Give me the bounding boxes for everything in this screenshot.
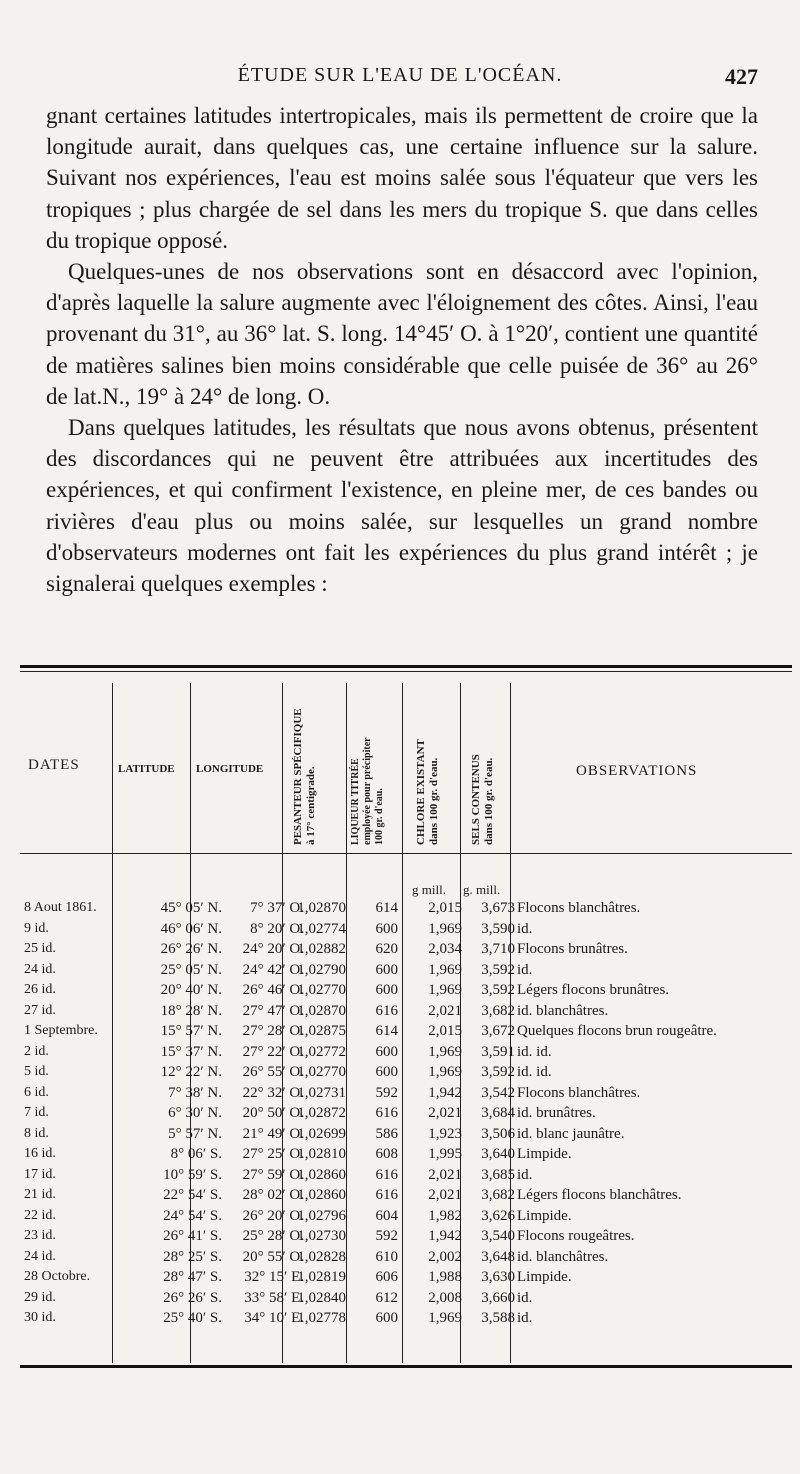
cell-obs: id. [517, 920, 533, 937]
cell-lon: 34° 10′ E. [244, 1310, 304, 1326]
cell-sel: 3,660 [481, 1289, 515, 1306]
cell-obs: id. brunâtres. [517, 1105, 596, 1121]
cell-liq: 600 [375, 961, 398, 978]
cell-date: 26 id. [24, 982, 56, 997]
header-salts: SELS CONTENUS dans 100 gr. d'eau. [470, 754, 495, 845]
cell-chl: 1,969 [428, 1064, 462, 1080]
cell-lat: 18° 28′ N. [160, 1002, 222, 1019]
cell-liq: 592 [375, 1084, 398, 1101]
cell-chl: 1,969 [428, 920, 462, 937]
cell-lon: 7° 37′ O. [250, 900, 304, 916]
cell-lon: 26° 55′ O. [242, 1064, 304, 1080]
cell-liq: 600 [375, 920, 398, 937]
cell-liq: 606 [375, 1269, 398, 1285]
header-latitude: LATITUDE [118, 763, 175, 775]
cell-date: 9 id. [24, 920, 49, 936]
cell-liq: 612 [375, 1289, 398, 1306]
table-row [20, 1144, 792, 1165]
cell-den: 1,02875 [297, 1023, 346, 1039]
cell-sel: 3,682 [481, 1187, 515, 1203]
cell-sel: 3,648 [481, 1248, 515, 1265]
cell-den: 1,02770 [297, 1064, 346, 1080]
cell-lat: 10° 59′ S. [163, 1166, 222, 1183]
cell-obs: Flocons blanchâtres. [517, 1084, 641, 1101]
cell-sel: 3,542 [481, 1084, 515, 1101]
cell-lon: 27° 47′ O. [242, 1002, 304, 1019]
cell-sel: 3,592 [481, 982, 515, 998]
cell-obs: Légers flocons blanchâtres. [517, 1187, 682, 1203]
cell-den: 1,02872 [297, 1105, 346, 1121]
cell-den: 1,02770 [297, 982, 346, 998]
cell-chl: 1,923 [428, 1125, 462, 1142]
cell-lat: 15° 37′ N. [160, 1043, 222, 1060]
cell-chl: 1,942 [428, 1228, 462, 1244]
cell-lat: 26° 26′ S. [163, 1289, 222, 1306]
cell-lon: 27° 25′ O. [242, 1146, 304, 1162]
cell-lat: 7° 38′ N. [168, 1084, 222, 1101]
table-row [20, 1103, 792, 1124]
cell-date: 24 id. [24, 1248, 56, 1264]
cell-lat: 26° 41′ S. [163, 1228, 222, 1244]
units-chlorine: g mill. [412, 882, 446, 897]
cell-date: 8 Aout 1861. [24, 900, 97, 915]
table-row [20, 1267, 792, 1288]
cell-chl: 2,034 [428, 941, 462, 957]
cell-lon: 27° 59′ O. [242, 1166, 304, 1183]
cell-lat: 45° 05′ N. [160, 900, 222, 916]
cell-lon: 8° 20′ O. [250, 920, 304, 937]
cell-chl: 1,969 [428, 961, 462, 978]
cell-date: 1 Septembre. [24, 1023, 98, 1038]
table-row [20, 1001, 792, 1022]
cell-sel: 3,592 [481, 961, 515, 978]
cell-sel: 3,640 [481, 1146, 515, 1162]
cell-obs: Légers flocons brunâtres. [517, 982, 670, 998]
table-row [20, 1165, 792, 1186]
cell-date: 29 id. [24, 1289, 56, 1305]
cell-liq: 592 [375, 1228, 398, 1244]
table-row [20, 1247, 792, 1268]
cell-chl: 1,969 [428, 1310, 462, 1326]
header-density: PESANTEUR SPÉCIFIQUE à 17° centigrade. [292, 708, 317, 845]
cell-date: 23 id. [24, 1228, 56, 1243]
cell-den: 1,02810 [297, 1146, 346, 1162]
cell-obs: Limpide. [517, 1269, 572, 1285]
cell-lon: 32° 15′ E. [244, 1269, 304, 1285]
cell-liq: 604 [375, 1207, 398, 1224]
cell-liq: 600 [375, 982, 398, 998]
table-row [20, 1308, 792, 1329]
cell-date: 17 id. [24, 1166, 56, 1182]
table-row [20, 919, 792, 940]
cell-lon: 27° 22′ O. [242, 1043, 304, 1060]
cell-obs: id. [517, 1289, 533, 1306]
cell-lat: 24° 54′ S. [163, 1207, 222, 1224]
cell-den: 1,02870 [297, 1002, 346, 1019]
body-text [46, 100, 758, 599]
cell-den: 1,02819 [297, 1269, 346, 1285]
cell-lat: 25° 05′ N. [160, 961, 222, 978]
cell-obs: id. [517, 1166, 533, 1183]
cell-lat: 26° 26′ N. [160, 941, 222, 957]
cell-den: 1,02796 [297, 1207, 346, 1224]
table-row [20, 939, 792, 960]
cell-lon: 26° 20′ O. [242, 1207, 304, 1224]
cell-lon: 22° 32′ O. [242, 1084, 304, 1101]
cell-date: 24 id. [24, 961, 56, 977]
cell-date: 22 id. [24, 1207, 56, 1223]
table-row [20, 1083, 792, 1104]
cell-lat: 25° 40′ S. [163, 1310, 222, 1326]
paragraph: gnant certaines latitudes intertropicales, mais ils permettent de croire que la longitude aurait, dans quelques cas, une certaine influence sur la salure. Suivant nos expériences, l'eau est moins salée sous l'équateur que vers les tropiques ; plus chargée de sel dans les mers du tropique S. que dans celles du tropique opposé. [46, 103, 758, 253]
cell-obs: Flocons blanchâtres. [517, 900, 641, 916]
cell-lat: 8° 06′ S. [170, 1146, 222, 1162]
cell-chl: 2,021 [428, 1187, 462, 1203]
cell-lon: 26° 46′ O. [242, 982, 304, 998]
cell-obs: Limpide. [517, 1146, 572, 1162]
cell-obs: id. [517, 1310, 533, 1326]
cell-lon: 24° 42′ O. [242, 961, 304, 978]
cell-chl: 1,995 [428, 1146, 462, 1162]
page-header [0, 64, 800, 94]
header-chlorine: CHLORE EXISTANT dans 100 gr. d'eau. [415, 739, 440, 845]
units-salts: g. mill. [463, 882, 501, 897]
cell-lon: 27° 28′ O. [242, 1023, 304, 1039]
cell-chl: 1,988 [428, 1269, 462, 1285]
cell-chl: 1,969 [428, 982, 462, 998]
cell-obs: id. id. [517, 1064, 552, 1080]
cell-liq: 600 [375, 1310, 398, 1326]
cell-sel: 3,672 [481, 1023, 515, 1039]
cell-den: 1,02882 [297, 941, 346, 957]
cell-liq: 610 [375, 1248, 398, 1265]
cell-lon: 25° 28′ O. [242, 1228, 304, 1244]
header-dates: DATES [28, 757, 80, 773]
table-row [20, 960, 792, 981]
cell-liq: 620 [375, 941, 398, 957]
cell-sel: 3,685 [481, 1166, 515, 1183]
cell-lon: 21° 49′ O. [242, 1125, 304, 1142]
cell-sel: 3,630 [481, 1269, 515, 1285]
cell-sel: 3,592 [481, 1064, 515, 1080]
cell-lon: 28° 02′ O. [242, 1187, 304, 1203]
cell-sel: 3,684 [481, 1105, 515, 1121]
cell-den: 1,02828 [297, 1248, 346, 1265]
paragraph: Quelques-unes de nos observations sont en désaccord avec l'opinion, d'après laquelle la salure augmente avec l'éloignement des côtes. Ainsi, l'eau provenant du 31°, au 36° lat. S. long. 14°45′ O. à 1°20′, contient une quantité de matières salines bien moins considérable que celle puisée de 36° au 26° de lat.N., 19° à 24° de long. O. [46, 259, 758, 409]
cell-lon: 20° 55′ O. [242, 1248, 304, 1265]
cell-den: 1,02778 [297, 1310, 346, 1326]
cell-chl: 2,008 [428, 1289, 462, 1306]
cell-date: 5 id. [24, 1064, 49, 1079]
cell-chl: 2,015 [428, 1023, 462, 1039]
cell-sel: 3,590 [481, 920, 515, 937]
cell-sel: 3,682 [481, 1002, 515, 1019]
cell-den: 1,02772 [297, 1043, 346, 1060]
cell-date: 30 id. [24, 1310, 56, 1325]
cell-liq: 608 [375, 1146, 398, 1162]
table-row [20, 1042, 792, 1063]
cell-chl: 2,002 [428, 1248, 462, 1265]
cell-lat: 20° 40′ N. [160, 982, 222, 998]
cell-obs: Flocons rougeâtres. [517, 1228, 635, 1244]
table-row [20, 1185, 792, 1206]
cell-lat: 5° 57′ N. [168, 1125, 222, 1142]
cell-den: 1,02699 [297, 1125, 346, 1142]
cell-chl: 1,942 [428, 1084, 462, 1101]
cell-den: 1,02790 [297, 961, 346, 978]
cell-lat: 15° 57′ N. [160, 1023, 222, 1039]
cell-liq: 614 [375, 900, 398, 916]
running-title: ÉTUDE SUR L'EAU DE L'OCÉAN. [237, 64, 563, 86]
cell-date: 16 id. [24, 1146, 56, 1161]
cell-date: 21 id. [24, 1187, 56, 1202]
cell-obs: Quelques flocons brun rougeâtre. [517, 1023, 717, 1039]
table-row [20, 1124, 792, 1145]
header-bottom-rule [20, 853, 792, 854]
cell-chl: 2,021 [428, 1105, 462, 1121]
cell-chl: 1,969 [428, 1043, 462, 1060]
cell-date: 6 id. [24, 1084, 49, 1100]
table-bottom-rule [20, 1365, 792, 1368]
cell-sel: 3,591 [481, 1043, 515, 1060]
cell-liq: 616 [375, 1002, 398, 1019]
table-row [20, 980, 792, 1001]
cell-lon: 24° 20′ O. [242, 941, 304, 957]
header-observations: OBSERVATIONS [576, 763, 698, 779]
table-row [20, 1021, 792, 1042]
cell-chl: 2,015 [428, 900, 462, 916]
cell-liq: 616 [375, 1105, 398, 1121]
cell-den: 1,02774 [297, 920, 346, 937]
table-top-rule [20, 665, 792, 668]
cell-obs: id. id. [517, 1043, 552, 1060]
cell-date: 25 id. [24, 941, 56, 956]
cell-lat: 12° 22′ N. [160, 1064, 222, 1080]
cell-date: 7 id. [24, 1105, 49, 1120]
cell-liq: 600 [375, 1064, 398, 1080]
cell-lat: 6° 30′ N. [168, 1105, 222, 1121]
table-row [20, 1206, 792, 1227]
cell-lat: 46° 06′ N. [160, 920, 222, 937]
cell-obs: id. blanchâtres. [517, 1248, 609, 1265]
cell-liq: 616 [375, 1187, 398, 1203]
cell-lon: 20° 50′ O. [242, 1105, 304, 1121]
cell-sel: 3,673 [481, 900, 515, 916]
paragraph: Dans quelques latitudes, les résultats que nous avons obtenus, présentent des discordances qui ne peuvent être attribuées aux incertitudes des expériences, et qui confirment l'existence, en pleine mer, de ces bandes ou rivières d'eau plus ou moins salée, sur lesquelles un grand nombre d'observateurs modernes ont fait les expériences du plus grand intérêt ; je signalerai quelques exemples : [46, 415, 758, 597]
cell-liq: 614 [375, 1023, 398, 1039]
cell-den: 1,02730 [297, 1228, 346, 1244]
cell-lon: 33° 58′ E. [244, 1289, 304, 1306]
cell-liq: 600 [375, 1043, 398, 1060]
cell-liq: 616 [375, 1166, 398, 1183]
cell-lat: 28° 47′ S. [163, 1269, 222, 1285]
data-table [20, 665, 792, 1377]
cell-sel: 3,540 [481, 1228, 515, 1244]
cell-sel: 3,506 [481, 1125, 515, 1142]
cell-den: 1,02870 [297, 900, 346, 916]
cell-lat: 28° 25′ S. [163, 1248, 222, 1265]
table-row [20, 1288, 792, 1309]
cell-date: 2 id. [24, 1043, 49, 1059]
cell-chl: 2,021 [428, 1002, 462, 1019]
cell-lat: 22° 54′ S. [163, 1187, 222, 1203]
cell-obs: id. blanc jaunâtre. [517, 1125, 625, 1142]
cell-den: 1,02860 [297, 1187, 346, 1203]
cell-liq: 586 [375, 1125, 398, 1142]
cell-obs: Flocons brunâtres. [517, 941, 628, 957]
cell-sel: 3,626 [481, 1207, 515, 1224]
table-row [20, 1062, 792, 1083]
cell-obs: id. blanchâtres. [517, 1002, 609, 1019]
header-longitude: LONGITUDE [196, 763, 264, 775]
cell-chl: 1,982 [428, 1207, 462, 1224]
header-liquor: LIQUEUR TITRÉE employée pour précipiter 100 gr. d'eau. [350, 737, 385, 845]
cell-den: 1,02731 [297, 1084, 346, 1101]
cell-sel: 3,588 [481, 1310, 515, 1326]
cell-date: 8 id. [24, 1125, 49, 1141]
cell-den: 1,02860 [297, 1166, 346, 1183]
cell-den: 1,02840 [297, 1289, 346, 1306]
table-top-rule-2 [20, 671, 792, 672]
cell-obs: Limpide. [517, 1207, 572, 1224]
cell-obs: id. [517, 961, 533, 978]
table-row [20, 1226, 792, 1247]
table-row [20, 898, 792, 919]
cell-date: 28 Octobre. [24, 1269, 91, 1284]
cell-chl: 2,021 [428, 1166, 462, 1183]
cell-date: 27 id. [24, 1002, 56, 1018]
cell-sel: 3,710 [481, 941, 515, 957]
page-number: 427 [725, 64, 758, 89]
